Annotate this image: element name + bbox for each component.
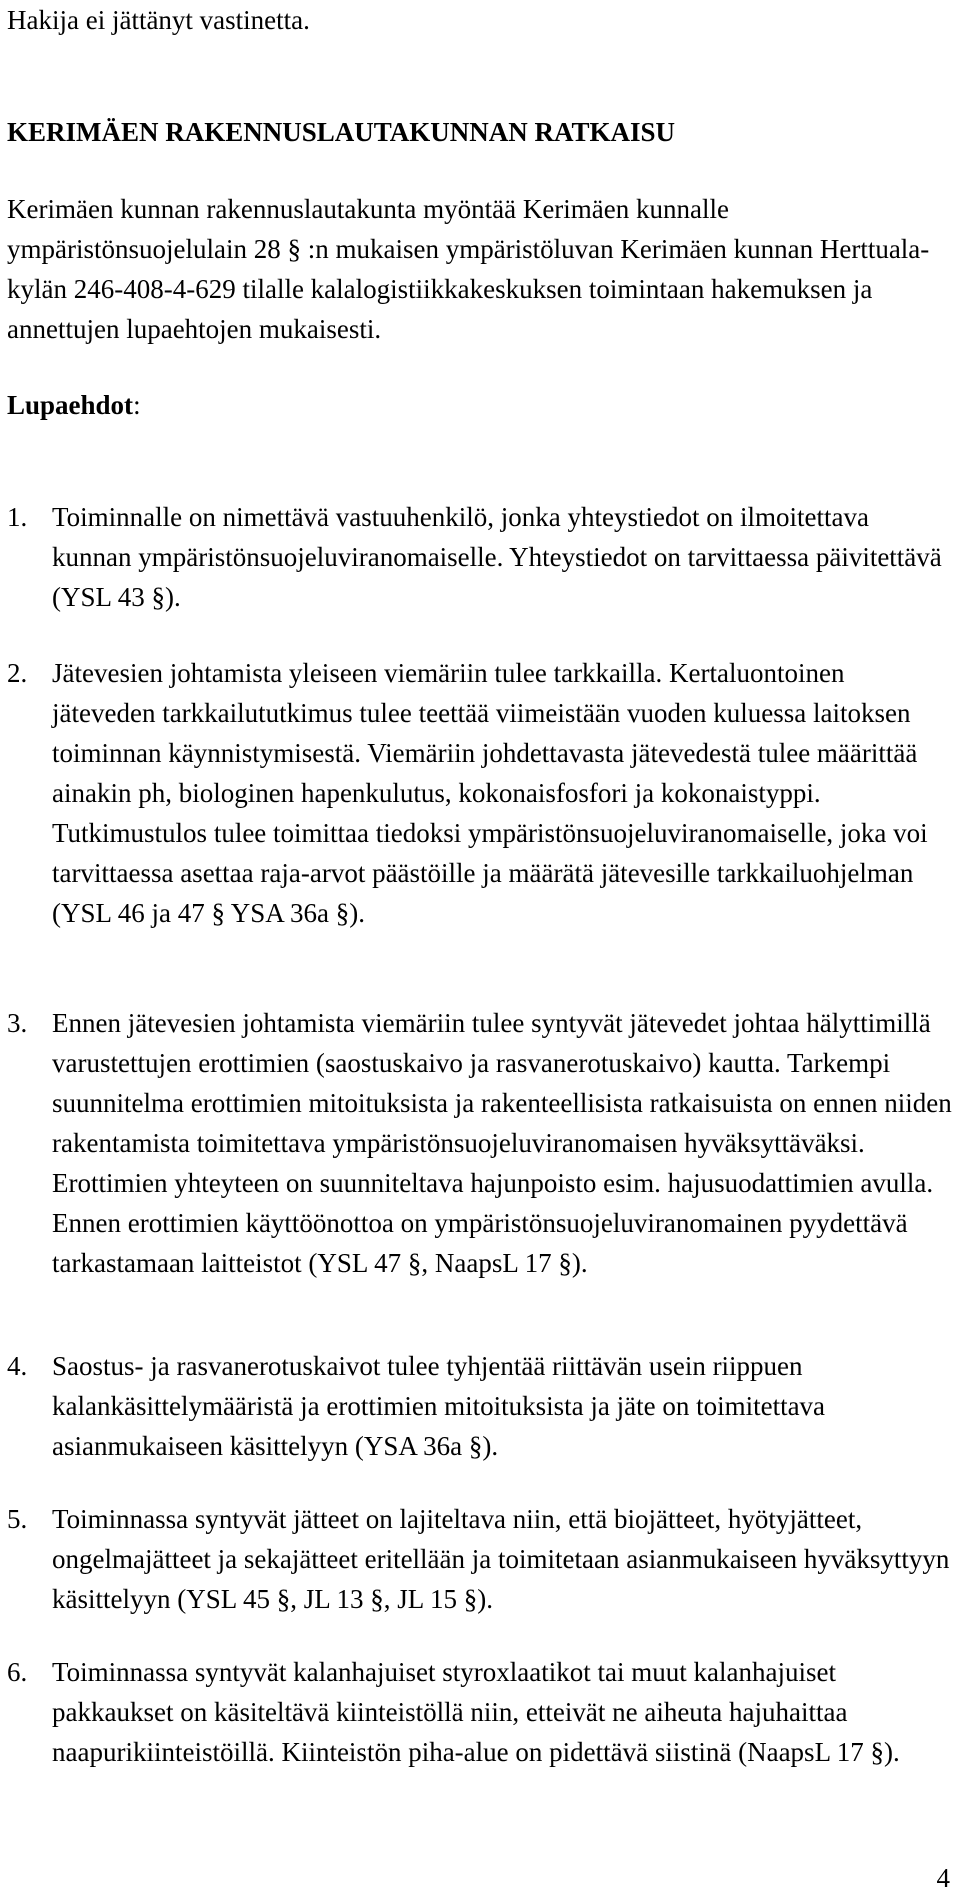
condition-item <box>7 497 952 617</box>
condition-item <box>7 1346 952 1466</box>
condition-text: Toiminnassa syntyvät kalanhajuiset styroxlaatikot tai muut kalanhajuiset pakkaukset on käsiteltävä kiinteistöllä niin, etteivät ne aiheuta hajuhaittaa naapurikiinteistöillä. Kiinteistön piha-alue on pidettävä siistinä (NaapsL 17 §). <box>52 1657 900 1767</box>
intro-line: Hakija ei jättänyt vastinetta. <box>7 5 310 35</box>
condition-item <box>7 1652 952 1772</box>
condition-item <box>7 1499 952 1619</box>
condition-number: 6. <box>7 1657 28 1687</box>
conditions-label <box>7 385 141 425</box>
condition-number: 4. <box>7 1351 28 1381</box>
conditions-label-text: Lupaehdot <box>7 390 134 420</box>
condition-text: Toiminnassa syntyvät jätteet on lajiteltava niin, että biojätteet, hyötyjätteet, ongelmajätteet ja sekajätteet eritellään ja toimitetaan asianmukaiseen hyväksyttyyn käsittelyyn (YSL 45 §, JL 13 §, JL 15 §). <box>52 1504 950 1614</box>
condition-number: 2. <box>7 658 28 688</box>
condition-number: 1. <box>7 502 28 532</box>
condition-text: Ennen jätevesien johtamista viemäriin tulee syntyvät jätevedet johtaa hälyttimillä varustettujen erottimien (saostuskaivo ja rasvanerotuskaivo) kautta. Tarkempi suunnitelma erottimien mitoituksista ja rakenteellisista ratkaisuista on ennen niiden rakentamista toimitettava ympäristönsuojeluviranomaisen hyväksyttäväksi. Erottimien yhteyteen on suunniteltava hajunpoisto esim. hajusuodattimien avulla. Ennen erottimien käyttöönottoa on ympäristönsuojeluviranomainen pyydettävä tarkastamaan laitteistot (YSL 47 §, NaapsL 17 §). <box>52 1008 952 1278</box>
condition-item <box>7 653 952 933</box>
decision-paragraph: Kerimäen kunnan rakennuslautakunta myöntää Kerimäen kunnalle ympäristönsuojelulain 28 § :n mukaisen ympäristöluvan Kerimäen kunnan Herttuala- kylän 246-408-4-629 tilalle kalalogistiikkakeskuksen toimintaan hakemuksen ja annettujen lupaehtojen mukaisesti. <box>7 194 930 344</box>
page-number: 4 <box>936 1863 950 1893</box>
condition-number: 5. <box>7 1504 28 1534</box>
condition-number: 3. <box>7 1008 28 1038</box>
decision-heading: KERIMÄEN RAKENNUSLAUTAKUNNAN RATKAISU <box>7 117 676 147</box>
condition-text: Saostus- ja rasvanerotuskaivot tulee tyhjentää riittävän usein riippuen kalankäsittelymääristä ja erottimien mitoituksista ja jäte on toimitettava asianmukaiseen käsittelyyn (YSA 36a §). <box>52 1351 826 1461</box>
condition-item <box>7 1003 952 1283</box>
conditions-label-colon: : <box>133 390 141 420</box>
condition-text: Toiminnalle on nimettävä vastuuhenkilö, jonka yhteystiedot on ilmoitettava kunnan ympäristönsuojeluviranomaiselle. Yhteystiedot on tarvittaessa päivitettävä (YSL 43 §). <box>52 502 942 612</box>
condition-text: Jätevesien johtamista yleiseen viemäriin tulee tarkkailla. Kertaluontoinen jäteveden tarkkailututkimus tulee teettää viimeistään vuoden kuluessa laitoksen toiminnan käynnistymisestä. Viemäriin johdettavasta jätevedestä tulee määrittää ainakin ph, biologinen hapenkulutus, kokonaisfosfori ja kokonaistyppi. Tutkimustulos tulee toimittaa tiedoksi ympäristönsuojeluviranomaiselle, joka voi tarvittaessa asettaa raja-arvot päästöille ja määrätä jätevesille tarkkailuohjelman (YSL 46 ja 47 § YSA 36a §). <box>52 658 928 928</box>
